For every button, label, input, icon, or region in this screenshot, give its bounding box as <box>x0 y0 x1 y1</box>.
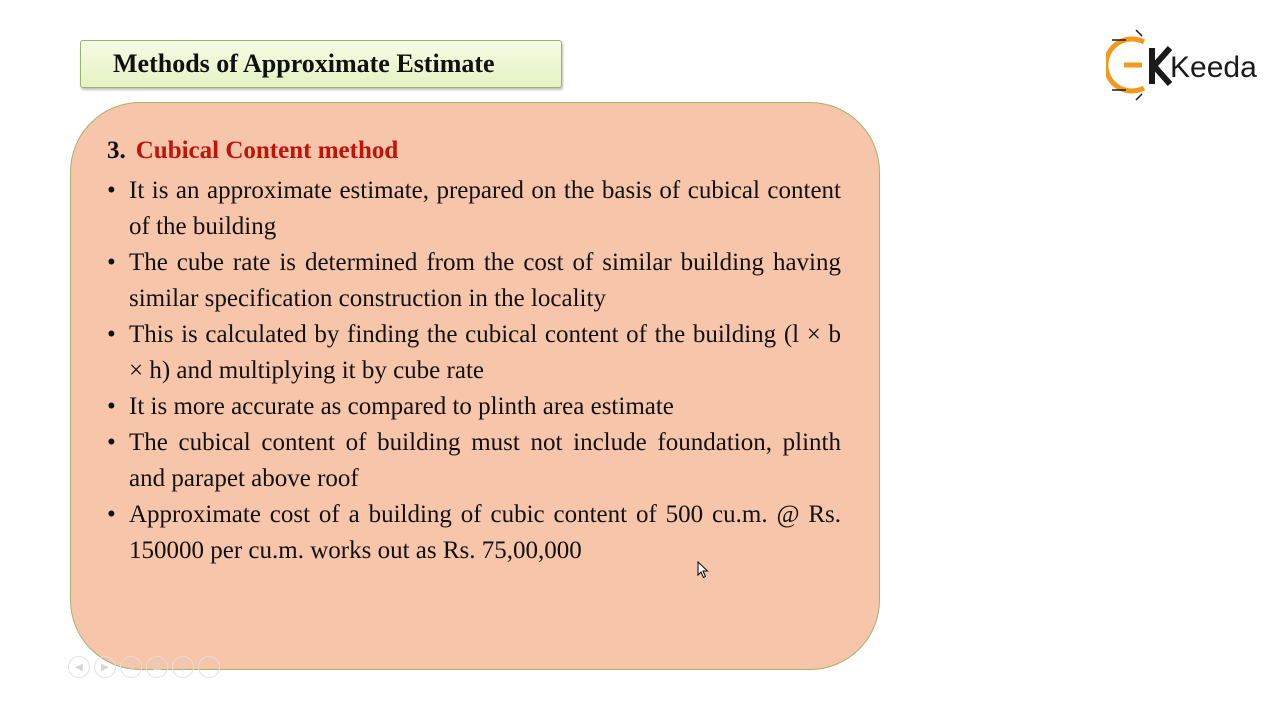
bullet-item: • It is an approximate estimate, prepared on the basis of cubical content of the building <box>107 173 841 245</box>
menu-icon[interactable]: ☰ <box>146 656 168 678</box>
bullet-item: • Approximate cost of a building of cubic content of 500 cu.m. @ Rs. 150000 per cu.m. works out as Rs. 75,00,000 <box>107 497 841 569</box>
prev-icon[interactable]: ◀ <box>68 656 90 678</box>
ekeeda-logo <box>1106 26 1266 106</box>
mouse-cursor-icon <box>697 561 709 579</box>
section-heading <box>107 137 398 165</box>
slide-title: Methods of Approximate Estimate <box>113 49 495 78</box>
heading-number: 3. <box>107 137 126 164</box>
zoom-icon[interactable]: ⚲ <box>172 656 194 678</box>
bullet-item: • This is calculated by finding the cubical content of the building (l × b × h) and multiplying it by cube rate <box>107 317 841 389</box>
title-box <box>80 40 562 88</box>
pen-icon[interactable]: ✎ <box>120 656 142 678</box>
more-icon[interactable]: ⋯ <box>198 656 220 678</box>
content-box <box>70 102 880 670</box>
bullet-list <box>107 173 841 569</box>
heading-text: Cubical Content method <box>135 137 399 164</box>
logo-text: Keeda <box>1170 51 1257 84</box>
bullet-item: • The cubical content of building must not include foundation, plinth and parapet above roof <box>107 425 841 497</box>
next-icon[interactable]: ▶ <box>94 656 116 678</box>
bullet-item: • It is more accurate as compared to plinth area estimate <box>107 389 841 425</box>
slide-nav-controls <box>68 656 220 678</box>
bullet-item: • The cube rate is determined from the cost of similar building having similar specification construction in the locality <box>107 245 841 317</box>
